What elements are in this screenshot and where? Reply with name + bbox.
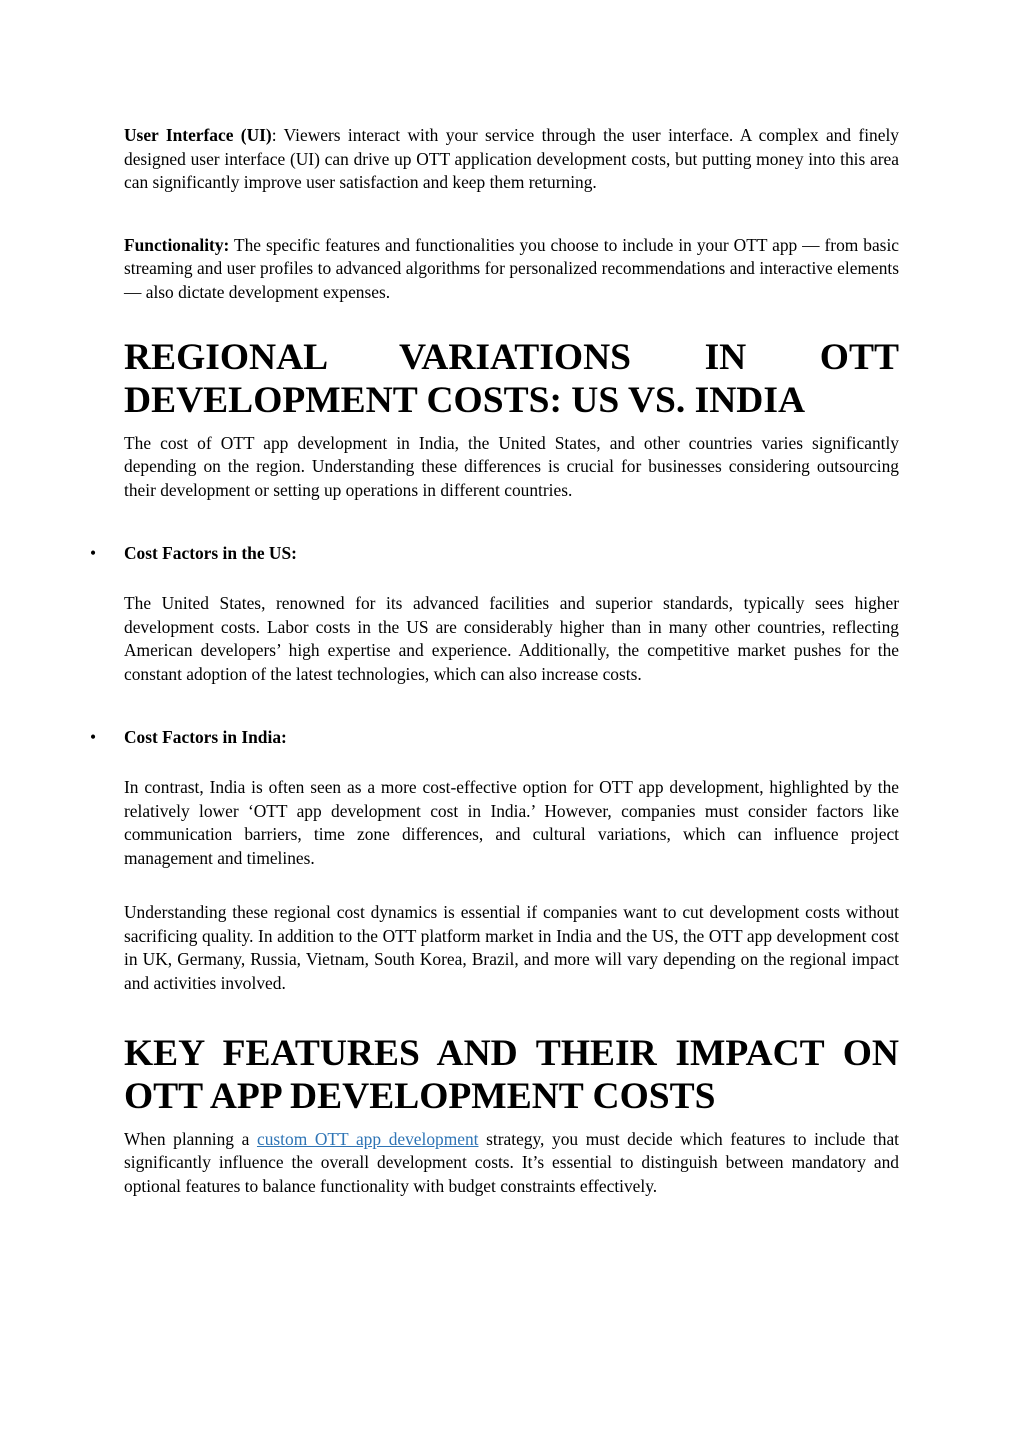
document-page: [90, 124, 899, 1198]
functionality-paragraph: [124, 234, 899, 305]
india-heading: Cost Factors in India:: [124, 727, 287, 748]
us-paragraph: The United States, renowned for its advanced facilities and superior standards, typically sees higher development costs. Labor costs in the US are considerably higher than in many other countries, reflecting American developers’ high expertise and experience. Additionally, the competitive market pushes for the constant adoption of the latest technologies, which can also increase costs.: [124, 592, 899, 684]
ui-paragraph: [124, 124, 899, 195]
us-heading: Cost Factors in the US:: [124, 543, 297, 564]
features-intro-after: strategy, you must decide which features to include that significantly influence the overall development costs. It’s essential to distinguish between mandatory and optional features to balance functionality with budget constraints effectively.: [124, 1128, 899, 1196]
ui-text: : Viewers interact with your service through the user interface. A complex and finely designed user interface (UI) can drive up OTT application development costs, but putting money into this area can significantly improve user satisfaction and keep them returning.: [124, 125, 899, 193]
features-intro: [124, 1128, 899, 1199]
features-heading: [124, 1032, 899, 1118]
features-intro-before: When planning a: [124, 1128, 257, 1149]
ui-term: User Interface (UI): [124, 125, 272, 145]
regional-intro: The cost of OTT app development in India, the United States, and other countries varies significantly depending on the region. Understanding these differences is crucial for businesses considering outsourcing their development or setting up operations in different countries.: [124, 432, 899, 500]
regional-heading-line1: REGIONAL VARIATIONS IN OTT: [124, 336, 899, 378]
regional-summary: Understanding these regional cost dynamics is essential if companies want to cut development costs without sacrificing quality. In addition to the OTT platform market in India and the US, the OTT app development cost in UK, Germany, Russia, Vietnam, South Korea, Brazil, and more will vary depending on the regional impact and activities involved.: [124, 902, 899, 994]
functionality-term: Functionality:: [124, 234, 230, 255]
functionality-text: The specific features and functionalities you choose to include in your OTT app — from basic streaming and user profiles to advanced algorithms for personalized recommendations and interactive elements — also dictate development expenses.: [124, 234, 899, 302]
custom-ott-link[interactable]: custom OTT app development: [256, 1128, 479, 1149]
bullet-india: [90, 726, 899, 750]
india-paragraph: In contrast, India is often seen as a more cost-effective option for OTT app development, highlighted by the relatively lower ‘OTT app development cost in India.’ However, companies must consider factors like communication barriers, time zone differences, and cultural variations, which can influence project management and timelines.: [124, 776, 899, 868]
features-heading-line1: KEY FEATURES AND THEIR IMPACT ON: [124, 1032, 899, 1074]
bullet-dot: •: [90, 727, 97, 748]
bullet-dot: •: [90, 543, 97, 564]
regional-heading-line2: DEVELOPMENT COSTS: US VS. INDIA: [124, 379, 806, 421]
bullet-us: [90, 542, 899, 566]
regional-heading: [124, 336, 899, 422]
features-heading-line2: OTT APP DEVELOPMENT COSTS: [124, 1075, 716, 1117]
